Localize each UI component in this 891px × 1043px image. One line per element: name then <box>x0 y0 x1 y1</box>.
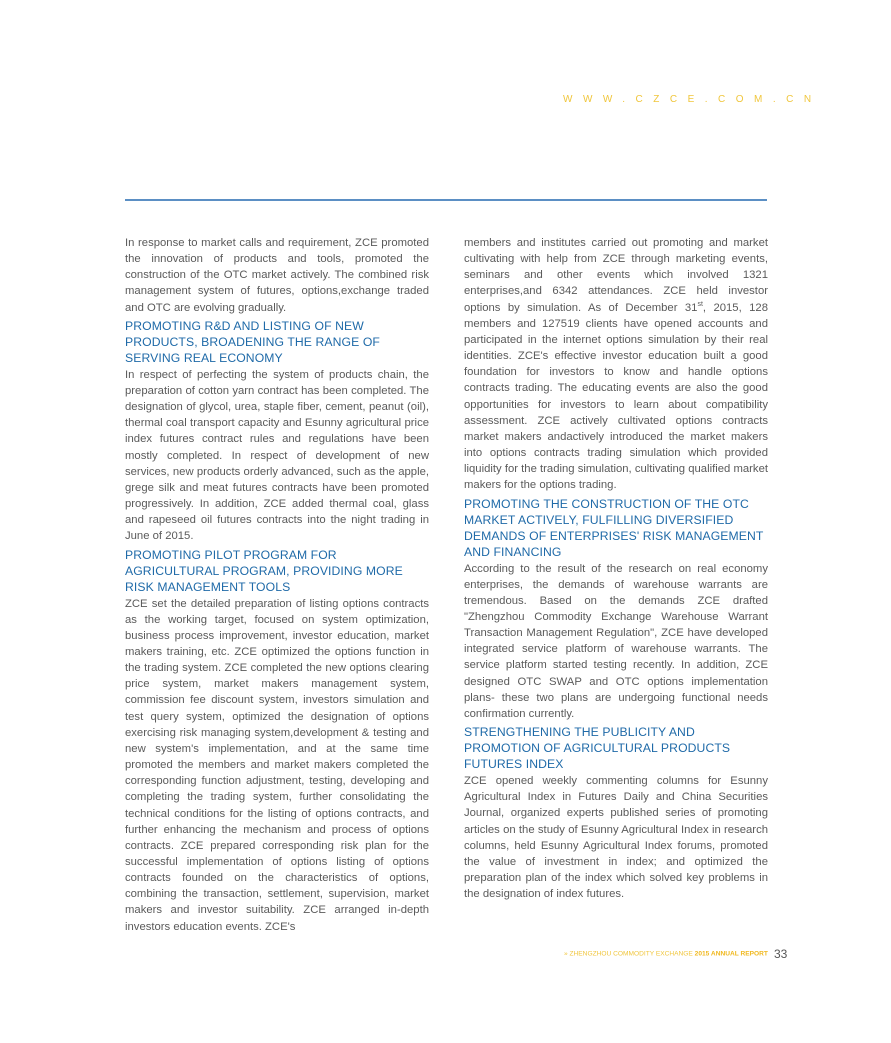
left-column <box>125 235 429 935</box>
ordinal-suffix: st <box>697 300 703 308</box>
footer-report-title: 2015 ANNUAL REPORT <box>694 950 768 958</box>
continuation-paragraph <box>464 235 768 494</box>
intro-paragraph: In response to market calls and requirement, ZCE promoted the innovation of products and tools, promoted the construction of the OTC market actively. The combined risk management system of futures, options,exchange traded and OTC are evolving gradually. <box>125 237 429 314</box>
right-column <box>464 235 768 902</box>
page-number: 33 <box>773 946 788 961</box>
section-heading-futures-index: STRENGTHENING THE PUBLICITY AND PROMOTION OF AGRICULTURAL PRODUCTS FUTURES INDEX <box>464 725 731 772</box>
continuation-text-b: , 2015, 128 members and 127519 clients have opened accounts and participated in the internet options simulation by their real identities. ZCE's effective investor education built a good foundation for investors to know and handle options contracts trading. The educating events are also the good opportunities for investors to learn about compatibility assessment. ZCE actively cultivated options contracts market makers andactively introduced the market makers into options contracts trading simulation which provided liquidity for the trading simulation, cultivating qualified market makers for the options trading. <box>464 301 768 492</box>
page-footer <box>564 945 787 963</box>
continuation-text-a: members and institutes carried out promoting and market cultivating with help from ZCE through marketing events, seminars and other events which involved 1321 enterprises,and 6342 attendances. ZCE held investor options by simulation. As of December 31 <box>464 237 768 314</box>
section-body-new-products: In respect of perfecting the system of products chain, the preparation of cotton yarn contract has been completed. The designation of glycol, urea, staple fiber, cement, peanut (oil), thermal coal transport capacity and Esunny agricultural price index futures contract rules and regulations have been mostly completed. In respect of development of new services, new products orderly advanced, such as the apple, grege silk and meat futures contracts have been promoted progressively. In addition, ZCE added thermal coal, glass and rapeseed oil futures contracts into the night trading in June of 2015. <box>125 368 429 543</box>
section-body-futures-index: ZCE opened weekly commenting columns for Esunny Agricultural Index in Futures Daily and China Securities Journal, organized experts published series of promoting articles on the study of Esunny Agricultural Index in research columns, held Esunny Agricultural Index forums, promoted the value of investment in index; and optimized the preparation plan of the index which solved key problems in the designation of index futures. <box>464 775 768 901</box>
site-url: WWW.CZCE.COM.CN <box>563 94 822 105</box>
footer-publisher: » ZHENGZHOU COMMODITY EXCHANGE <box>564 950 695 958</box>
section-body-pilot-program: ZCE set the detailed preparation of listing options contracts as the working target, focused on system optimization, business process improvement, investor education, market makers training, etc. ZCE optimized the options function in the trading system. ZCE completed the new options clearing price system, market makers management system, commission fee discount system, investors simulation and test query system, optimized the designation of options exercising risk managing system,development & testing and new system's implementation, and at the same time promoted the members and market makers completed the corresponding function adjustment, testing, developing and completing the trading system, further consolidating the technical conditions for the listing of options contracts, and further enhancing the mechanism and process of options contracts. ZCE prepared corresponding risk plan for the successful implementation of options listing of options contracts founded on the characteristics of options, combining the transaction, settlement, supervision, market makers and investor suitability. ZCE arranged in-depth investors education events. ZCE's <box>125 597 429 933</box>
section-body-otc-market: According to the result of the research on real economy enterprises, the demands of warehouse warrants are tremendous. Based on the demands ZCE drafted "Zhengzhou Commodity Exchange Warehouse Warrant Transaction Management Regulation", ZCE have developed integrated service platform of warehouse warrants. The service platform started testing recently. In addition, ZCE designed OTC SWAP and OTC options implementation plans- these two plans are undergoing functional needs confirmation currently. <box>464 562 768 720</box>
section-heading-pilot-program: PROMOTING PILOT PROGRAM FOR AGRICULTURAL PROGRAM, PROVIDING MORE RISK MANAGEMENT TOOLS <box>125 547 403 594</box>
section-heading-otc-market: PROMOTING THE CONSTRUCTION OF THE OTC MARKET ACTIVELY, FULFILLING DIVERSIFIED DEMANDS OF ENTERPRISES' RISK MANAGEMENT AND FINANCING <box>464 496 764 559</box>
header-divider <box>125 199 767 201</box>
section-heading-new-products: PROMOTING R&D AND LISTING OF NEW PRODUCTS, BROADENING THE RANGE OF SERVING REAL ECONOMY <box>125 318 380 365</box>
